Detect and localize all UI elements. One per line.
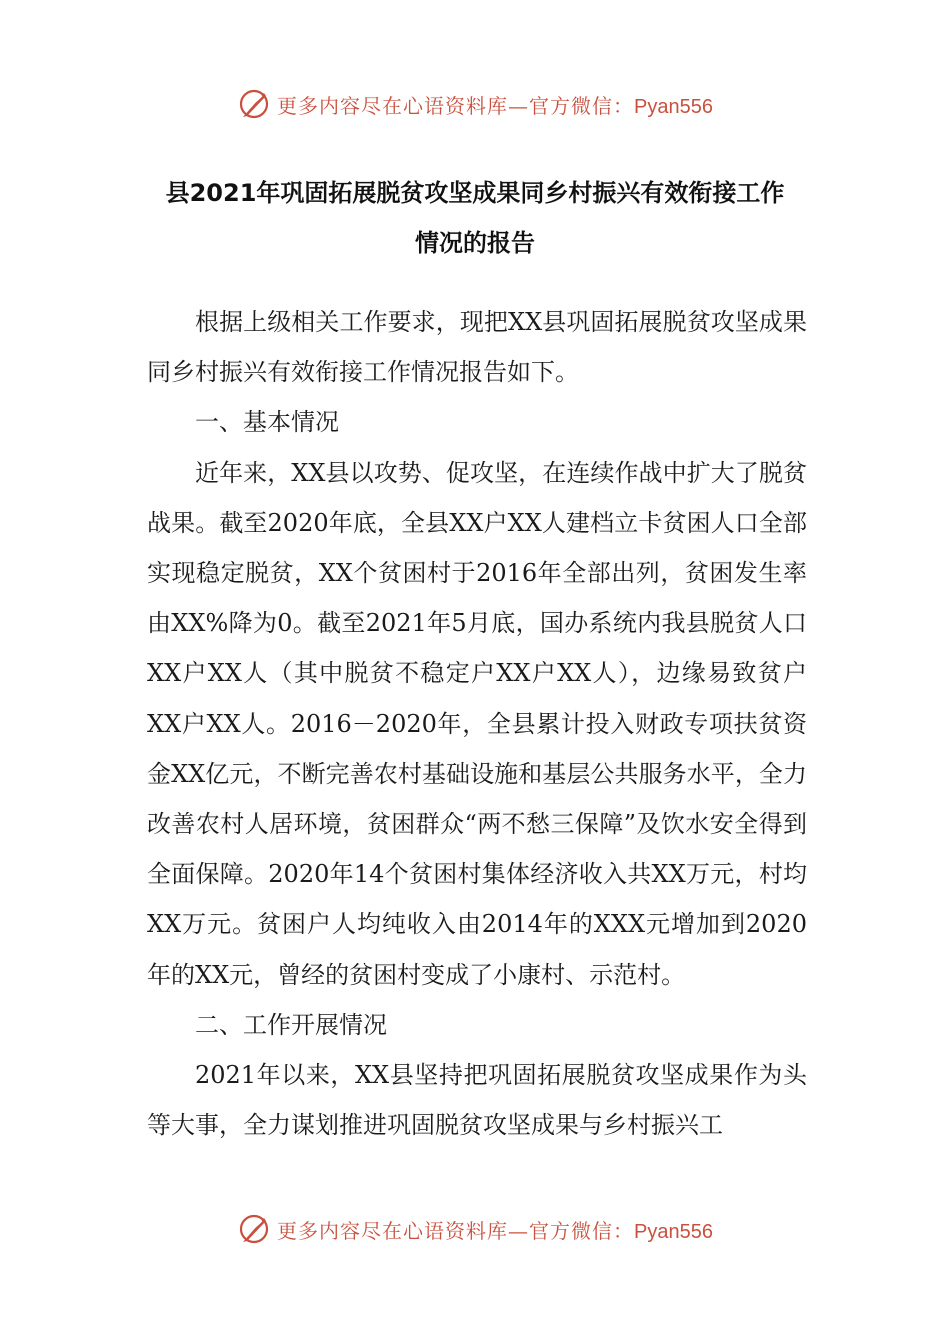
- watermark-text: 更多内容尽在心语资料库—官方微信：Pyan556: [277, 93, 713, 118]
- quill-pen-circle-icon: [237, 1212, 271, 1246]
- watermark-header: [0, 84, 950, 124]
- quill-pen-circle-icon: [237, 87, 271, 121]
- document-body: [147, 297, 807, 1150]
- document-title-line-2: 情况的报告: [415, 229, 535, 257]
- watermark-text: 更多内容尽在心语资料库—官方微信：Pyan556: [277, 1218, 713, 1243]
- basic-situation-paragraph: 近年来，XX县以攻势、促攻坚，在连续作战中扩大了脱贫战果。截至2020年底，全县XX户XX人建档立卡贫困人口全部实现稳定脱贫，XX个贫困村于2016年全部出列，贫困发生率由XX%降为0。截至2021年5月底，国办系统内我县脱贫人口XX户XX人（其中脱贫不稳定户XX户XX人），边缘易致贫户XX户XX人。2016－2020年，全县累计投入财政专项扶贫资金XX亿元，不断完善农村基础设施和基层公共服务水平，全力改善农村人居环境，贫困群众“两不愁三保障”及饮水安全得到全面保障。2020年14个贫困村集体经济收入共XX万元，村均XX万元。贫困户人均纯收入由2014年的XXX元增加到2020年的XX元，曾经的贫困村变成了小康村、示范村。: [147, 458, 807, 989]
- document-title-line-1: 县2021年巩固拓展脱贫攻坚成果同乡村振兴有效衔接工作: [165, 179, 785, 207]
- work-progress-paragraph: 2021年以来，XX县坚持把巩固拓展脱贫攻坚成果作为头等大事，全力谋划推进巩固脱贫攻坚成果与乡村振兴工: [147, 1061, 807, 1140]
- wechat-id: Pyan556: [634, 1220, 713, 1243]
- section-heading-basic-situation: 一、基本情况: [195, 408, 339, 437]
- wechat-id: Pyan556: [634, 95, 713, 118]
- section-heading-work-progress: 二、工作开展情况: [195, 1010, 387, 1039]
- intro-paragraph: 根据上级相关工作要求，现把XX县巩固拓展脱贫攻坚成果同乡村振兴有效衔接工作情况报告如下。: [147, 308, 807, 387]
- watermark-footer: [0, 1209, 950, 1249]
